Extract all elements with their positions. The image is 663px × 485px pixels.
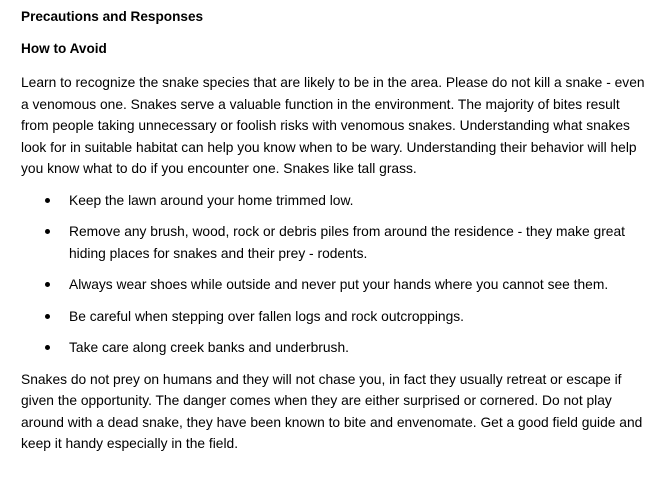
bullet-icon	[45, 314, 50, 319]
intro-paragraph: Learn to recognize the snake species that are likely to be in the area. Please do not kill a snake - even a venomous one. Snakes serve a valuable function in the environment. The majority of bites result from people taking unnecessary or foolish risks with venomous snakes. Understanding what snakes look for in suitable habitat can help you know when to be wary. Understanding their behavior will help you know what to do if you encounter one. Snakes like tall grass.	[21, 75, 645, 176]
closing-paragraph: Snakes do not prey on humans and they will not chase you, in fact they usually retreat or escape if given the opportunity. The danger comes when they are either surprised or cornered. Do not play around with a dead snake, they have been known to bite and envenomate. Get a good field guide and keep it handy especially in the field.	[21, 371, 643, 451]
list-item-text: Keep the lawn around your home trimmed low.	[69, 192, 354, 208]
list-item-text: Take care along creek banks and underbrush.	[69, 340, 349, 355]
list-item-text: Be careful when stepping over fallen logs and rock outcroppings.	[69, 308, 464, 324]
bullet-icon	[45, 229, 50, 234]
list-item	[21, 337, 649, 359]
bullet-icon	[45, 198, 50, 203]
precautions-list	[21, 190, 649, 359]
bullet-icon	[45, 282, 50, 287]
subsection-heading: How to Avoid	[21, 41, 107, 56]
list-item	[21, 221, 649, 264]
list-item-text: Always wear shoes while outside and never put your hands where you cannot see them.	[69, 277, 609, 292]
section-heading: Precautions and Responses	[21, 9, 204, 24]
list-item	[21, 190, 649, 212]
list-item-text: Remove any brush, wood, rock or debris piles from around the residence - they make great hiding places for snakes and their prey - rodents.	[69, 224, 625, 261]
list-item	[21, 306, 649, 328]
bullet-icon	[45, 345, 50, 350]
list-item	[21, 274, 649, 296]
